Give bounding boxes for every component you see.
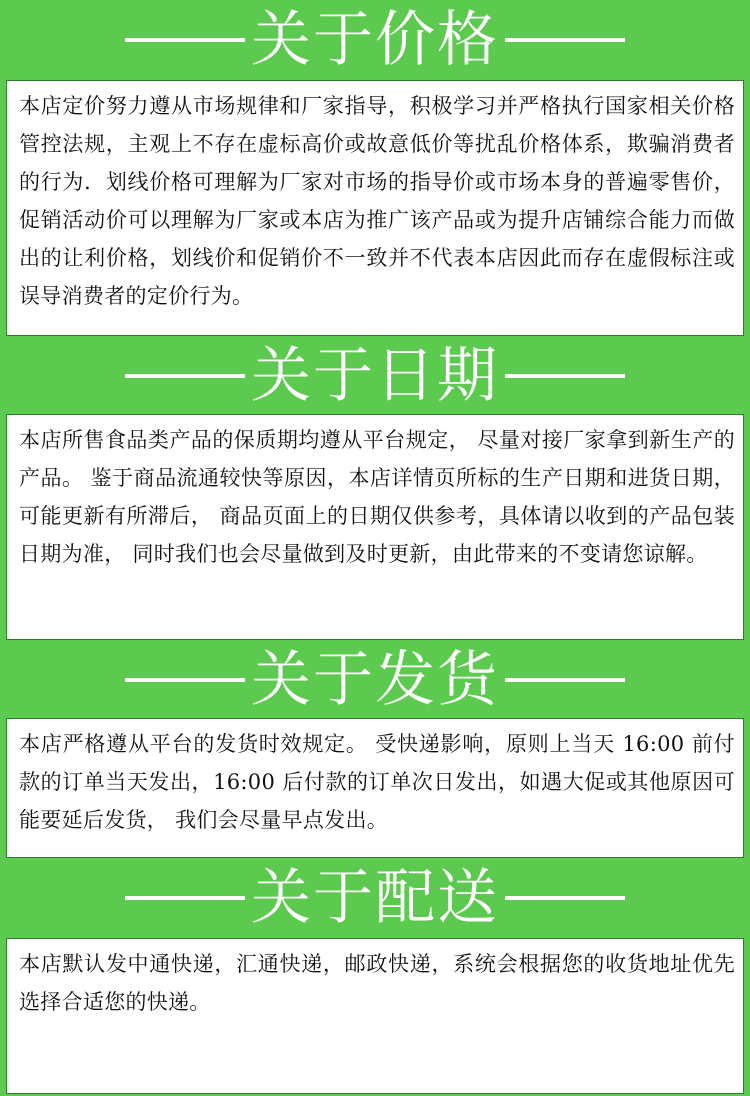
heading-dash-left	[125, 678, 245, 682]
date-heading	[0, 336, 750, 416]
delivery-text-box	[6, 938, 744, 1094]
heading-dash-right	[505, 896, 625, 900]
shipping-body-text: 本店严格遵从平台的发货时效规定。 受快递影响，原则上当天 16:00 前付款的订单当天发出，16:00 后付款的订单次日发出，如遇大促或其他原因可能要延后发货， 我们会尽量早点发出。	[19, 732, 735, 832]
heading-dash-right	[505, 678, 625, 682]
price-heading	[0, 0, 750, 80]
shipping-text-box	[6, 718, 744, 858]
date-body-text: 本店所售食品类产品的保质期均遵从平台规定， 尽量对接厂家拿到新生产的产品。 鉴于商品流通较快等原因，本店详情页所标的生产日期和进货日期，可能更新有所滞后， 商品页面上的日期仅供参考，具体请以收到的产品包装日期为准， 同时我们也会尽量做到及时更新，由此带来的不变请您谅解。	[19, 428, 735, 566]
date-text-box	[6, 414, 744, 640]
delivery-body-text: 本店默认发中通快递，汇通快递，邮政快递，系统会根据您的收货地址优先选择合适您的快递。	[19, 952, 735, 1014]
date-heading-text: 关于日期	[251, 341, 499, 411]
price-heading-text: 关于价格	[251, 5, 499, 75]
heading-dash-right	[505, 38, 625, 42]
heading-dash-left	[125, 896, 245, 900]
delivery-heading	[0, 858, 750, 938]
price-text-box	[6, 80, 744, 336]
shipping-heading	[0, 640, 750, 720]
heading-dash-left	[125, 374, 245, 378]
delivery-heading-text: 关于配送	[251, 863, 499, 933]
shipping-heading-text: 关于发货	[251, 645, 499, 715]
heading-dash-left	[125, 38, 245, 42]
heading-dash-right	[505, 374, 625, 378]
price-body-text: 本店定价努力遵从市场规律和厂家指导，积极学习并严格执行国家相关价格管控法规，主观上不存在虚标高价或故意低价等扰乱价格体系，欺骗消费者的行为．划线价格可理解为厂家对市场的指导价或市场本身的普遍零售价，促销活动价可以理解为厂家或本店为推广该产品或为提升店铺综合能力而做出的让利价格，划线价和促销价不一致并不代表本店因此而存在虚假标注或误导消费者的定价行为。	[19, 94, 735, 308]
